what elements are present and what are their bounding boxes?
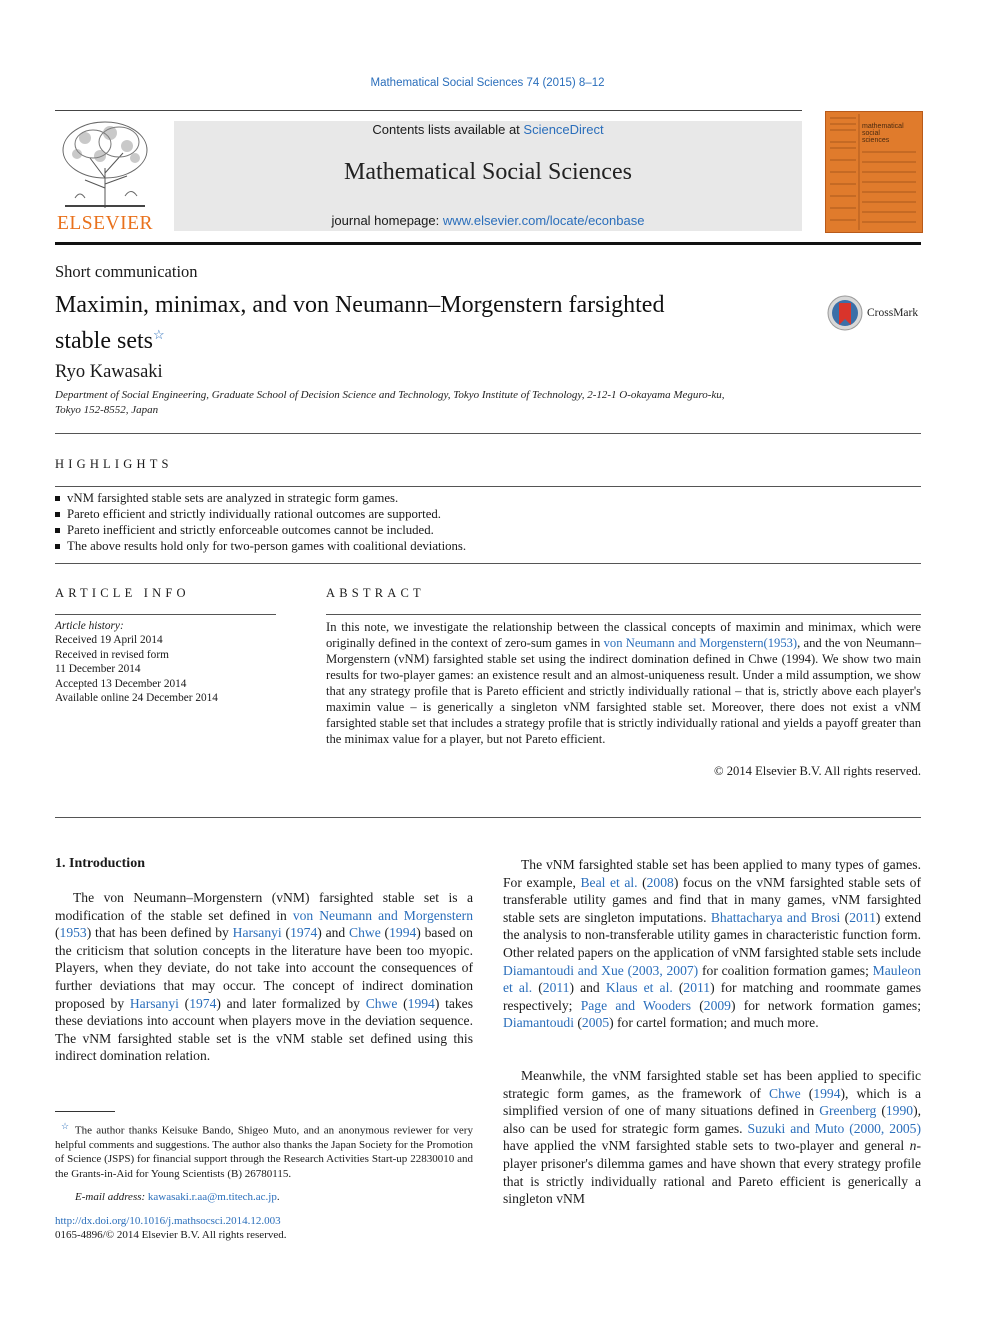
citation-link[interactable]: 1953 [59,925,87,941]
paragraph-text: ) that has been defined by [86,925,233,941]
citation-link[interactable]: 2011 [849,909,876,925]
history-item: Available online 24 December 2014 [55,692,218,705]
history-item: Received in revised form [55,648,169,661]
history-item: Accepted 13 December 2014 [55,677,187,690]
contents-prefix: Contents lists available at [372,122,524,137]
highlight-text: Pareto inefficient and strictly enforceable outcomes cannot be included. [67,523,434,537]
paragraph-text: ) takes these deviations into account when players move in the deviation sequence. The vNM farsighted stable set is the vNM stable set defined using this indirect domination relation. [55,995,474,1064]
paragraph-text: ) based on the criticism that solution concepts in the literature have been too myopic. Players, when they deviate, do not take into account the consequences of further deviations that may occur. The concept of indirect domination proposed by [55,925,473,1011]
abstract-copyright: © 2014 Elsevier B.V. All rights reserved. [714,764,921,778]
citation-link[interactable]: von Neumann and Morgenstern [292,907,474,923]
citation-link[interactable]: Chwe [769,1085,801,1101]
article-history [55,619,218,705]
paragraph-text: ) extend the analysis to non-transferable utility games in characteristic function form. Other related papers on the application of vNM farsighted stable sets include [503,909,921,960]
bullet-icon [55,512,60,517]
paragraph-text: ( [281,925,291,941]
history-item: 11 December 2014 [55,663,141,676]
highlight-item [55,538,466,554]
highlights-bottom-rule [55,563,921,564]
email-end: . [276,1191,280,1203]
affiliation-line: Tokyo 152-8552, Japan [55,403,159,416]
citation-link[interactable]: 2005 [581,1015,610,1031]
affiliation-rule [55,433,921,434]
article-title [55,290,664,356]
bullet-icon [55,528,60,533]
highlight-text: Pareto efficient and strictly individually rational outcomes are supported. [67,507,441,521]
citation-link[interactable]: Bhattacharya and Brosi [710,909,841,925]
article-history-label: Article history: [55,620,124,632]
paragraph-text: ( [672,980,684,996]
abstract-text-span: , and the von Neumann–Morgenstern (vNM) farsighted stable set using the indirect domination defined in Chwe (1994). We show two main results for two-player games: an existence result and an almost-uniqueness result. Under a mild assumption, we show that any strategy profile that is Pareto efficient and strictly individually rational – that is, strictly above each player's maximin value – is generically a singleton vNM farsighted stable set. Moreover, there does not exist a vNM farsighted stable set that includes a strategy profile that is strictly individually rational and yields a payoff greater than the minimax value for a player, but not Pareto efficient. [326,636,921,746]
paragraph-text: Meanwhile, the vNM farsighted stable set has been applied to specific strategic form games, as the framework of [503,1068,921,1101]
highlights-list [55,490,466,554]
citation-link[interactable]: (1953) [763,636,798,650]
citation-link[interactable]: von Neumann and Morgenstern [603,636,764,650]
paragraph-text: ) for matching and roommate games respectively; [503,980,922,1013]
citation-link[interactable]: Page and Wooders [580,997,691,1013]
paragraph-text: for coalition formation games; [698,962,873,978]
bullet-icon [55,496,60,501]
right-paragraph-1 [503,856,921,1032]
title-footnote-mark[interactable]: ☆ [152,327,165,342]
citation-link[interactable]: 1974 [189,995,217,1011]
citation-link[interactable]: Mauleon et al. [503,962,921,996]
intro-paragraph [55,889,473,1065]
citation-link[interactable]: Harsanyi [129,995,179,1011]
crossmark-label: CrossMark [867,307,919,319]
paragraph-text: ( [55,925,60,941]
citation-link[interactable]: Suzuki and Muto (2000, 2005) [747,1120,921,1136]
cover-title-line: mathematical [862,123,904,130]
citation-link[interactable]: Diamantoudi [503,1015,574,1031]
paragraph-text: ), which is a simplified version of one of many situations defined in [503,1085,921,1119]
section-heading-introduction: 1. Introduction [55,856,145,871]
history-item: Received 19 April 2014 [55,634,163,647]
header-bottom-rule [55,242,921,245]
contents-line [174,122,802,137]
issn-copyright: 0165-4896/© 2014 Elsevier B.V. All rights reserved. [55,1229,287,1241]
paragraph-text: The vNM farsighted stable set has been applied to many types of games. For example, [503,857,921,890]
citation-link[interactable]: Chwe [365,995,398,1011]
highlight-item [55,506,466,522]
right-paragraph-2 [503,1067,921,1208]
paragraph-text: have applied the vNM farsighted stable sets to two-player and general [503,1138,910,1154]
paragraph-text: ( [532,980,543,996]
citation-link[interactable]: 1974 [290,925,318,941]
journal-banner [174,121,802,231]
citation-link[interactable]: Harsanyi [232,925,282,941]
paragraph-text: -player prisoner's dilemma games and have shown that every strategy profile that is strictly individually rational and Pareto efficient is generically a singleton vNM [503,1138,921,1207]
homepage-line [174,213,802,228]
citation-link[interactable]: 1994 [407,995,435,1011]
cover-title-line: sciences [862,137,890,144]
citation-link[interactable]: 1994 [813,1085,841,1101]
citation-link[interactable]: 1990 [885,1103,914,1119]
math-variable: n [909,1138,917,1154]
paragraph-text: ( [690,997,704,1013]
paragraph-text: ( [840,909,850,925]
footnote-text: The author thanks Keisuke Bando, Shigeo Muto, and an anonymous reviewer for very helpful comments and suggestions. The author also thanks the Japan Society for the Promotion of Science (JSPS) for financial support through the Research Activities Start-up 22830010 and the Grants-in-Aid for Young Scientists (B) 26780115. [55,1124,473,1180]
footnote-mark: ☆ [61,1121,71,1131]
elsevier-logo [55,118,155,234]
paragraph-text: ( [380,925,390,941]
paragraph-text: ) and [317,925,350,941]
highlight-item [55,522,466,538]
highlight-text: The above results hold only for two-person games with coalitional deviations. [67,539,467,553]
paragraph-text: ( [178,995,190,1011]
abstract-text [326,619,921,747]
citation-link[interactable]: Diamantoudi and Xue (2003, 2007) [503,962,699,978]
email-label: E-mail address: [75,1191,146,1203]
paragraph-text: The von Neumann–Morgenstern (vNM) farsighted stable set is a modification of the stable set defined in [55,890,473,923]
abstract-text-span: In this note, we investigate the relationship between the classical concepts of maximin and minimax, which were originally defined in the context of zero-sum games in [326,620,921,650]
email-link[interactable]: kawasaki.r.aa@m.titech.ac.jp [147,1191,277,1203]
citation-link[interactable]: 2011 [542,980,570,996]
highlight-text: vNM farsighted stable sets are analyzed in strategic form games. [67,491,399,505]
highlights-heading: HIGHLIGHTS [55,457,173,471]
bullet-icon [55,544,60,549]
crossmark-icon [827,295,863,331]
footnote-email [75,1191,280,1203]
abstract-heading: ABSTRACT [326,586,425,600]
article-info-heading: ARTICLE INFO [55,586,190,600]
front-matter-bottom-rule [55,817,921,818]
header-top-rule [55,110,802,111]
citation-link[interactable]: 1994 [389,925,417,941]
article-info-rule [55,614,276,615]
paragraph-text: ) and later formalized by [216,995,366,1011]
highlights-top-rule [55,486,921,487]
paragraph-text: ) for cartel formation; and much more. [609,1015,819,1031]
citation-link[interactable]: Klaus et al. [605,980,673,996]
homepage-link[interactable]: www.elsevier.com/locate/econbase [442,213,645,228]
article-type: Short communication [55,262,198,281]
cover-decoration [826,112,922,232]
journal-reference[interactable]: Mathematical Social Sciences 74 (2015) 8–12 [370,77,605,89]
paragraph-text: ) focus on the vNM farsighted stable sets of transferable utility games and find that in many games, vNM farsighted stable sets are singleton imputations. [503,874,921,925]
affiliation [55,388,725,417]
footnote [55,1119,473,1181]
paragraph-text: ( [637,874,647,890]
paragraph-text: ) for network formation games; [730,997,921,1013]
journal-name: Mathematical Social Sciences [344,159,632,185]
citation-link[interactable]: Beal et al. [580,874,638,890]
author-name: Ryo Kawasaki [55,362,163,382]
homepage-prefix: journal homepage: [331,213,443,228]
crossmark-badge[interactable] [827,295,918,331]
paragraph-text: ( [800,1085,814,1101]
footnote-rule [55,1111,115,1112]
elsevier-tree-icon [55,118,155,210]
citation-link[interactable]: Greenberg [819,1103,877,1119]
affiliation-line: Department of Social Engineering, Graduate School of Decision Science and Technology, Tokyo Institute of Technology, 2-12-1 O-okayama Meguro-ku, [55,389,725,401]
citation-link[interactable]: 2008 [646,874,674,890]
cover-title-line: social [862,130,880,137]
paragraph-text: ( [573,1015,582,1031]
paragraph-text: ( [876,1103,886,1119]
citation-link[interactable]: 2011 [683,980,711,996]
paragraph-text: ( [397,995,408,1011]
citation-link[interactable]: Chwe [349,925,381,941]
title-line [55,320,664,356]
sciencedirect-link[interactable]: ScienceDirect [523,122,604,137]
doi-link[interactable]: http://dx.doi.org/10.1016/j.mathsocsci.2014.12.003 [55,1215,281,1227]
highlight-item [55,490,466,506]
paragraph-text: ) and [569,980,606,996]
abstract-rule [326,614,921,615]
title-line-text: stable sets [55,328,153,354]
elsevier-wordmark: ELSEVIER [56,213,154,234]
citation-link[interactable]: 2009 [703,997,731,1013]
journal-cover [825,111,923,233]
paragraph-text: ), also can be used for strategic form games. [503,1103,921,1136]
title-line: Maximin, minimax, and von Neumann–Morgenstern farsighted [55,292,665,318]
